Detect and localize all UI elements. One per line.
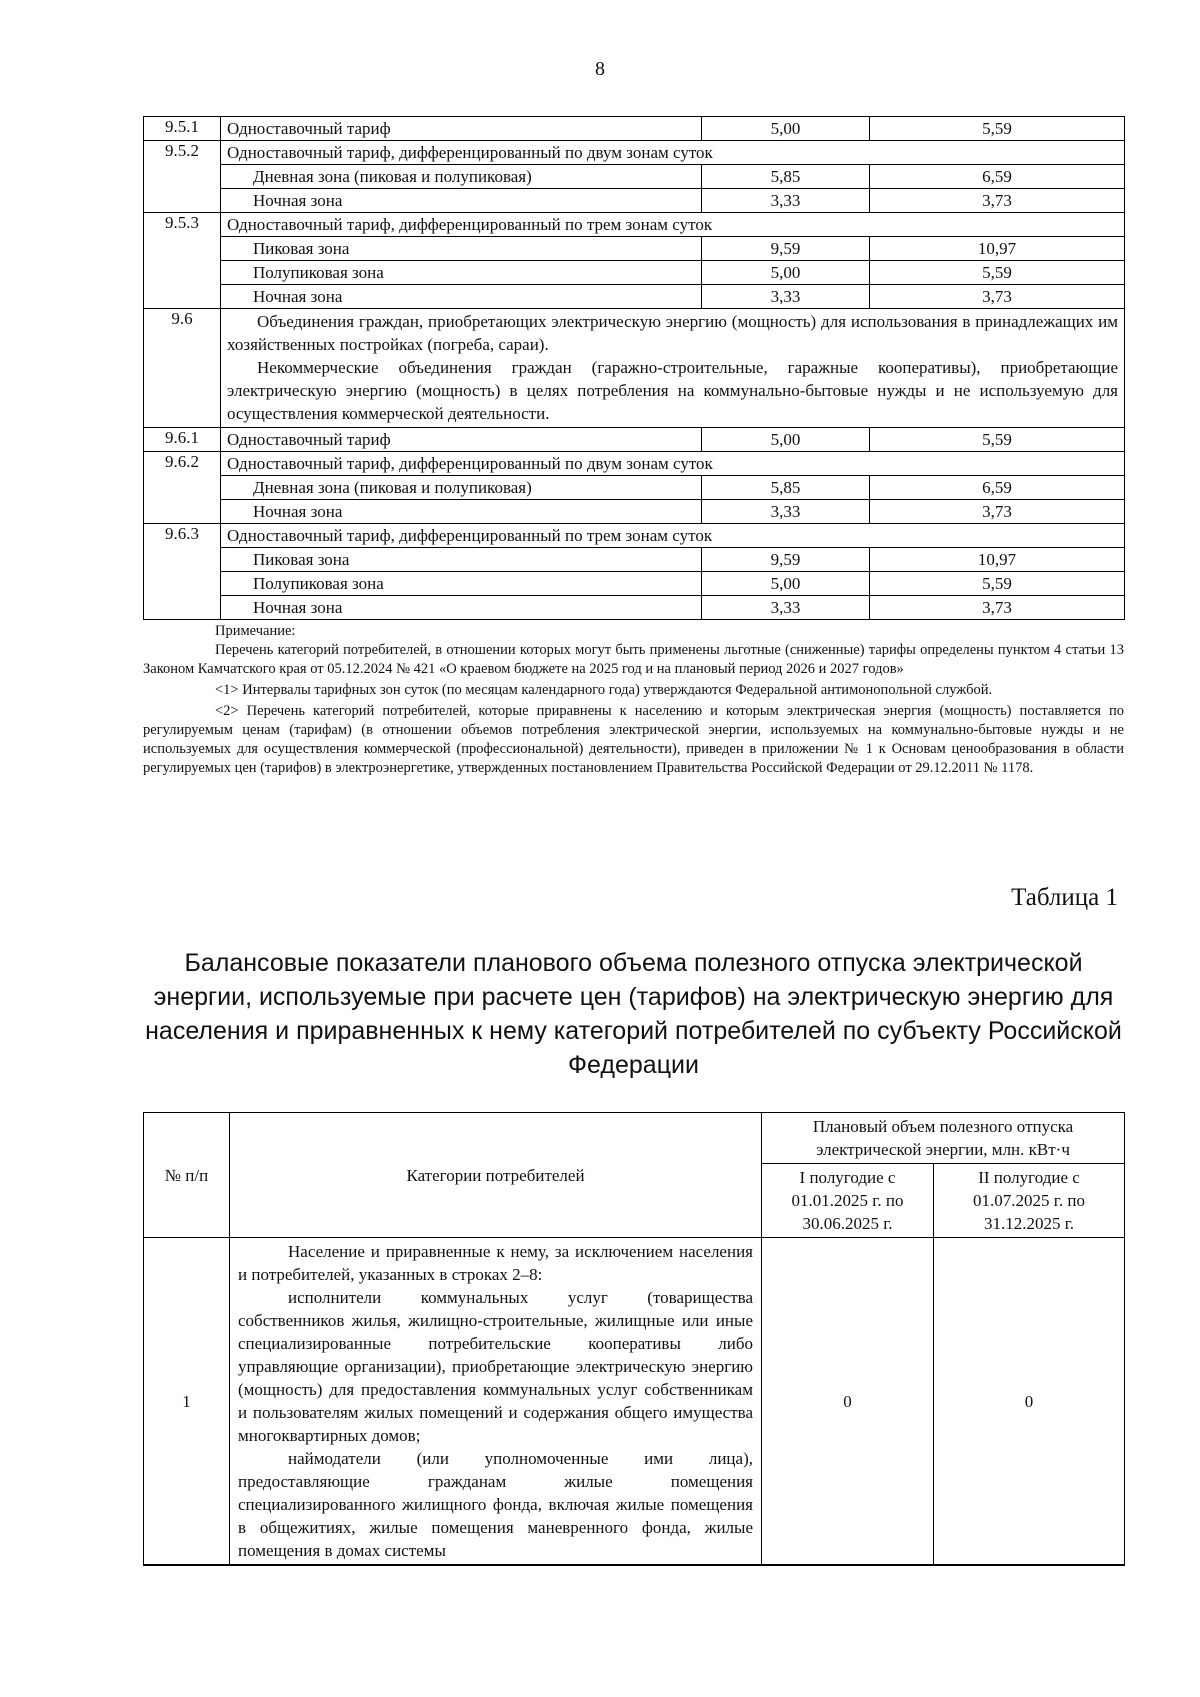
page-number: 8 [595,58,605,80]
tariff-row [144,309,1125,428]
table-row [144,1238,1125,1566]
tariff-row [144,141,1125,165]
value-h2: 6,59 [870,165,1125,189]
note-paragraph: <1> Интервалы тарифных зон суток (по месяцам календарного года) утверждаются Федеральной антимонопольной службой. [215,682,993,698]
row-label: Одноставочный тариф, дифференцированный по двум зонам суток [221,141,1125,165]
value-h1: 5,00 [702,572,870,596]
zone-label: Ночная зона [221,189,702,213]
value-h2: 5,59 [870,572,1125,596]
zone-label: Дневная зона (пиковая и полупиковая) [221,476,702,500]
row-label: Одноставочный тариф [221,117,702,141]
value-h2: 0 [934,1238,1125,1566]
tariff-row [144,165,1125,189]
tariff-row [144,476,1125,500]
tariff-row [144,261,1125,285]
value-h1: 5,00 [702,117,870,141]
tariff-row [144,285,1125,309]
value-h2: 3,73 [870,189,1125,213]
zone-label: Ночная зона [221,500,702,524]
row-description [221,309,1125,428]
header-number: № п/п [144,1113,230,1238]
tariff-row [144,572,1125,596]
category-paragraph: исполнители коммунальных услуг (товарищества собственников жилья, жилищно-строительные, жилищные или иные специализированные потребительские кооперативы либо управляющие организации), приобретающие электрическую энергию (мощность) для предоставления коммунальных услуг собственникам и пользователям жилых помещений и содержания общего имущества многоквартирных домов; [238,1288,753,1445]
row-number: 1 [144,1238,230,1566]
zone-label: Полупиковая зона [221,572,702,596]
header-half-2: II полугодие с 01.07.2025 г. по 31.12.2025 г. [934,1164,1125,1238]
tariff-row [144,237,1125,261]
description-paragraph: Некоммерческие объединения граждан (гаражно-строительные, гаражные кооперативы), приобретающие электрическую энергию (мощность) в целях потребления на коммунально-бытовые нужды и не используемую для осуществления коммерческой деятельности. [227,358,1118,423]
header-category: Категории потребителей [230,1113,762,1238]
value-h1: 9,59 [702,548,870,572]
tariff-row [144,117,1125,141]
tariff-row [144,500,1125,524]
header-row [144,1113,1125,1164]
value-h1: 5,85 [702,476,870,500]
zone-label: Пиковая зона [221,237,702,261]
value-h2: 5,59 [870,261,1125,285]
tariff-row [144,452,1125,476]
value-h2: 6,59 [870,476,1125,500]
value-h2: 3,73 [870,596,1125,620]
row-number: 9.6.1 [144,428,221,452]
value-h2: 5,59 [870,428,1125,452]
zone-label: Ночная зона [221,285,702,309]
value-h1: 3,33 [702,596,870,620]
value-h1: 3,33 [702,285,870,309]
zone-label: Дневная зона (пиковая и полупиковая) [221,165,702,189]
table-title: Балансовые показатели планового объема полезного отпуска электрической энергии, используемые при расчете цен (тарифов) на электрическую энергию для населения и приравненных к нему категорий потребителей по субъекту Российской Федерации [145,949,1122,1079]
value-h1: 3,33 [702,189,870,213]
value-h2: 3,73 [870,285,1125,309]
row-label: Одноставочный тариф, дифференцированный по двум зонам суток [221,452,1125,476]
value-h1: 9,59 [702,237,870,261]
value-h2: 10,97 [870,237,1125,261]
category-paragraph: наймодатели (или уполномоченные ими лица), предоставляющие гражданам жилые помещения специализированного жилищного фонда, включая жилые помещения в общежитиях, жилые помещения маневренного фонда, жилые помещения в домах системы [238,1449,753,1560]
note-paragraph: Перечень категорий потребителей, в отношении которых могут быть применены льготные (сниженные) тарифы определены пунктом 4 статьи 13 Законом Камчатского края от 05.12.2024 № 421 «О краевом бюджете на 2025 год и на плановый период 2026 и 2027 годов» [143,642,1124,677]
category-cell [230,1238,762,1566]
zone-label: Пиковая зона [221,548,702,572]
tariff-row [144,548,1125,572]
tariff-row [144,189,1125,213]
header-half-1: I полугодие с 01.01.2025 г. по 30.06.2025 г. [762,1164,934,1238]
row-number: 9.6.3 [144,524,221,548]
row-number: 9.6 [144,309,221,428]
row-label: Одноставочный тариф, дифференцированный по трем зонам суток [221,213,1125,237]
table-label: Таблица 1 [1011,884,1118,911]
row-number: 9.5.1 [144,117,221,141]
notes-heading: Примечание: [215,623,296,639]
tariff-row [144,596,1125,620]
value-h1: 5,00 [702,428,870,452]
value-h2: 5,59 [870,117,1125,141]
tariff-table [143,116,1125,620]
row-label: Одноставочный тариф [221,428,702,452]
value-h1: 5,00 [702,261,870,285]
row-label: Одноставочный тариф, дифференцированный по трем зонам суток [221,524,1125,548]
value-h2: 3,73 [870,500,1125,524]
value-h2: 10,97 [870,548,1125,572]
row-number: 9.5.2 [144,141,221,165]
tariff-row [144,213,1125,237]
value-h1: 0 [762,1238,934,1566]
description-paragraph: Объединения граждан, приобретающих электрическую энергию (мощность) для использования в принадлежащих им хозяйственных постройках (погреба, сараи). [227,312,1118,354]
notes [143,622,1124,780]
zone-label: Полупиковая зона [221,261,702,285]
zone-label: Ночная зона [221,596,702,620]
tariff-row [144,524,1125,548]
note-paragraph: <2> Перечень категорий потребителей, которые приравнены к населению и которым электрическая энергия (мощность) поставляется по регулируемым ценам (тарифам) (в отношении объемов потребления электрической энергии, используемых на коммунально-бытовые нужды и не используемых для осуществления коммерческой (профессиональной) деятельности), приведен в приложении № 1 к Основам ценообразования в области регулируемых цен (тарифов) в электроэнергетике, утвержденных постановлением Правительства Российской Федерации от 29.12.2011 № 1178. [143,703,1124,776]
header-volume: Плановый объем полезного отпуска электрической энергии, млн. кВт·ч [762,1113,1125,1164]
value-h1: 3,33 [702,500,870,524]
tariff-row [144,428,1125,452]
row-number: 9.6.2 [144,452,221,476]
row-number: 9.5.3 [144,213,221,237]
balance-table [143,1112,1125,1566]
value-h1: 5,85 [702,165,870,189]
category-paragraph: Население и приравненные к нему, за исключением населения и потребителей, указанных в строках 2–8: [238,1242,753,1284]
